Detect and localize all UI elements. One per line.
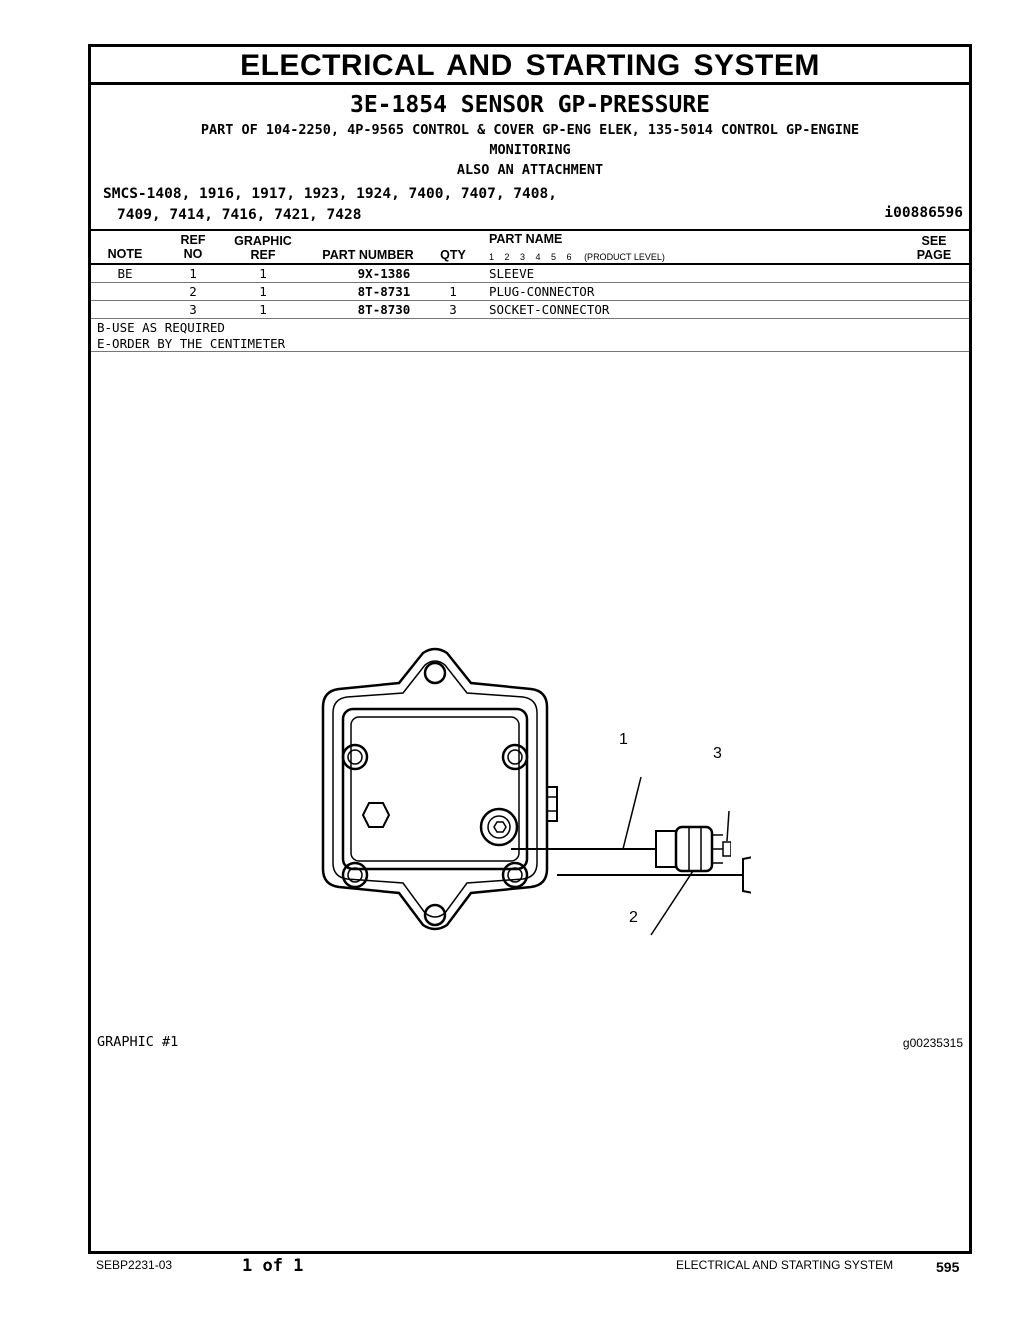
graphic-label: GRAPHIC #1 bbox=[97, 1034, 179, 1050]
col-part-name: PART NAME bbox=[489, 232, 563, 246]
col-graphic-bottom: REF bbox=[250, 248, 276, 262]
row-3-name: SOCKET-CONNECTOR bbox=[489, 302, 610, 317]
row-2-name: PLUG-CONNECTOR bbox=[489, 284, 595, 299]
row-2-part-number[interactable]: 8T-8731 bbox=[357, 284, 411, 299]
col-ref-bottom: NO bbox=[183, 247, 203, 261]
illustration-id: i00886596 bbox=[884, 205, 963, 221]
note-e: E-ORDER BY THE CENTIMETER bbox=[97, 336, 286, 351]
graphic-id: g00235315 bbox=[902, 1036, 963, 1050]
col-note: NOTE bbox=[107, 247, 143, 261]
row-1-note: BE bbox=[117, 266, 133, 281]
row-3-graphic: 1 bbox=[259, 302, 267, 317]
row-1-part-number[interactable]: 9X-1386 bbox=[357, 266, 411, 281]
smcs-line-1: SMCS-1408, 1916, 1917, 1923, 1924, 7400, 7407, 7408, bbox=[103, 186, 557, 202]
callout-1: 1 bbox=[619, 731, 628, 748]
col-part-number: PART NUMBER bbox=[322, 248, 414, 262]
row-2-graphic: 1 bbox=[259, 284, 267, 299]
row-3-qty: 3 bbox=[449, 302, 457, 317]
callout-2: 2 bbox=[629, 909, 638, 926]
connector-detail bbox=[511, 727, 731, 937]
row-1-name: SLEEVE bbox=[489, 266, 535, 281]
product-level-label: (PRODUCT LEVEL) bbox=[584, 252, 665, 262]
col-see-top: SEE bbox=[921, 234, 947, 248]
part-heading: 3E-1854 SENSOR GP-PRESSURE bbox=[349, 92, 711, 118]
product-levels bbox=[489, 252, 665, 262]
leader-3 bbox=[727, 811, 729, 841]
row-3-ref: 3 bbox=[189, 302, 197, 317]
part-of-line-2: MONITORING bbox=[489, 142, 571, 158]
row-3-part-number[interactable]: 8T-8730 bbox=[357, 302, 411, 317]
col-qty: QTY bbox=[440, 248, 466, 262]
leader-1 bbox=[623, 777, 641, 849]
footer-page-number: 595 bbox=[936, 1259, 960, 1275]
level-numbers: 1 2 3 4 5 6 bbox=[489, 252, 572, 262]
footer-doc-id: SEBP2231-03 bbox=[96, 1258, 173, 1272]
row-1-graphic: 1 bbox=[259, 266, 267, 281]
section-title: ELECTRICAL AND STARTING SYSTEM bbox=[91, 47, 969, 85]
attachment-note: ALSO AN ATTACHMENT bbox=[456, 162, 604, 178]
callout-3: 3 bbox=[713, 745, 722, 762]
hex-nut bbox=[363, 803, 389, 827]
col-ref-top: REF bbox=[180, 233, 206, 247]
col-see-bottom: PAGE bbox=[916, 248, 952, 262]
footer-page-count: 1 of 1 bbox=[242, 1256, 304, 1276]
col-graphic-top: GRAPHIC bbox=[234, 234, 292, 248]
leader-2 bbox=[651, 871, 693, 935]
part-of-line-1: PART OF 104-2250, 4P-9565 CONTROL & COVER GP-ENG ELEK, 135-5014 CONTROL GP-ENGINE bbox=[200, 122, 860, 138]
note-b: B-USE AS REQUIRED bbox=[97, 320, 225, 335]
smcs-line-2: 7409, 7414, 7416, 7421, 7428 bbox=[117, 207, 362, 223]
table-top-rule bbox=[91, 229, 969, 231]
row-2-ref: 2 bbox=[189, 284, 197, 299]
row-divider bbox=[91, 318, 969, 319]
footer-section: ELECTRICAL AND STARTING SYSTEM bbox=[676, 1258, 894, 1272]
row-2-qty: 1 bbox=[449, 284, 457, 299]
row-1-ref: 1 bbox=[189, 266, 197, 281]
plug-connector bbox=[743, 857, 751, 893]
page-frame bbox=[88, 44, 972, 1254]
notes-bottom-rule bbox=[91, 351, 969, 352]
